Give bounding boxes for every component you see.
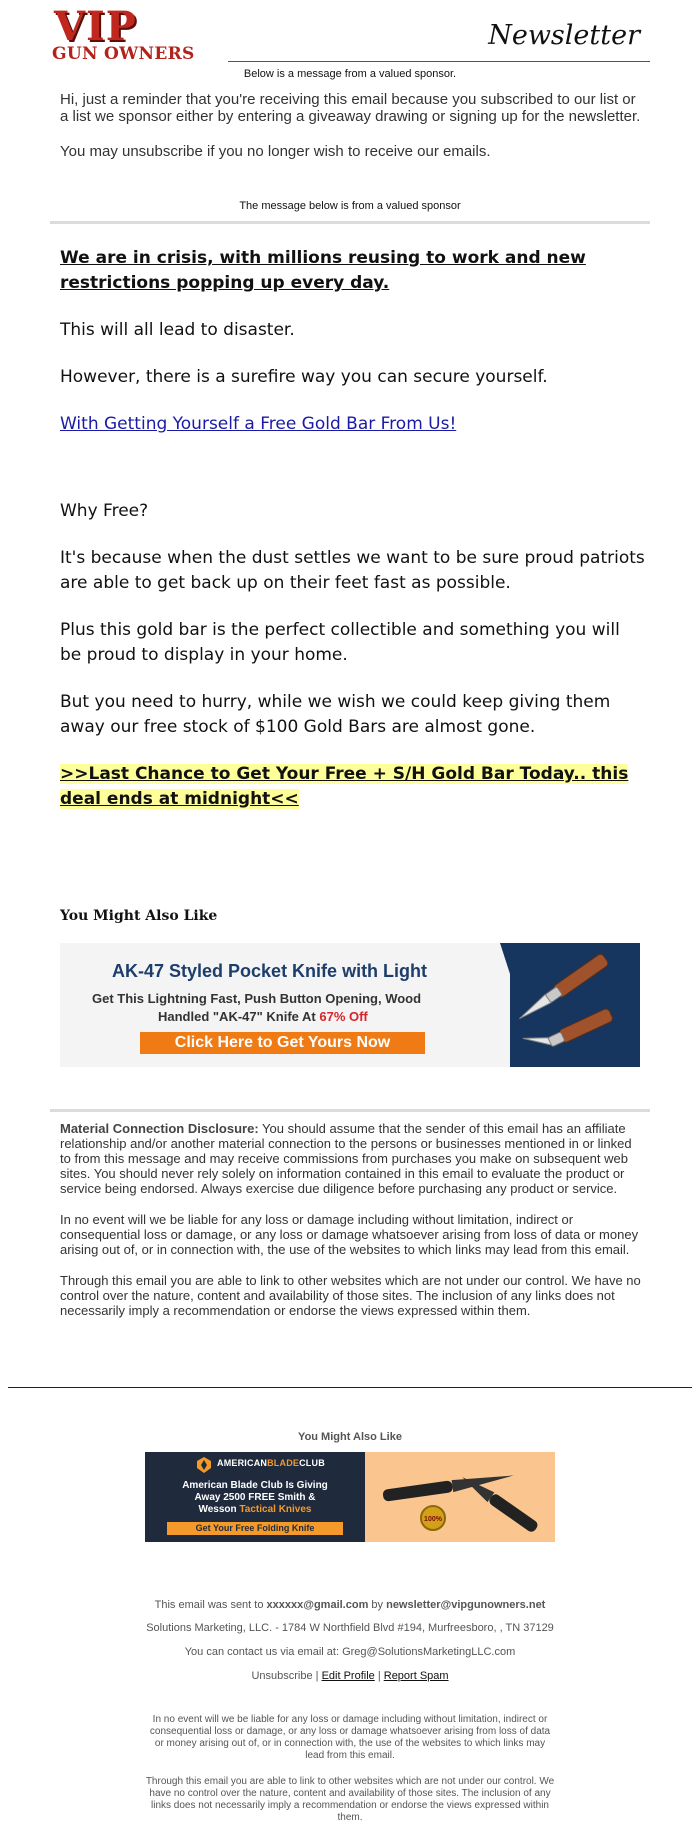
- disclosure-text: You should assume that the sender of this email has an affiliate relationship and/or another material connection to the persons or businesses mentioned in or linked to from this message and may receive commissions from purchases you make on subsequent web sites. You should never rely solely on information contained in this email to evaluate the product or service being endorsed. Always exercise due diligence before purchasing any product or service.: [60, 1121, 632, 1196]
- footer-sender-email: newsletter@vipgunowners.net: [386, 1599, 546, 1611]
- disclosure-paragraph-3: Through this email you are able to link to other websites which are not under our control. We have no control over the nature, content and availability of those sites. The inclusion of any links does not necessarily imply a recommendation or endorse the views expressed within them.: [60, 1273, 641, 1318]
- intro-paragraph-1: Hi, just a reminder that you're receiving this email because you subscribed to our list or a list we sponsor either by entering a giveaway drawing or signing up for the newsletter.: [60, 91, 641, 125]
- knife-ad-discount: 67% Off: [319, 1009, 368, 1024]
- abc-ad-left-panel: [145, 1452, 365, 1542]
- abc-ad-line-2: Away 2500 FREE Smith &: [194, 1492, 316, 1503]
- last-chance-cta-link[interactable]: >>Last Chance to Get Your Free + S/H Gold Bar Today.. this deal ends at midnight<<: [60, 764, 629, 809]
- paragraph-collectible: Plus this gold bar is the perfect collectible and something you will be proud to display in your home.: [60, 620, 620, 665]
- abc-ad-line-3-b: Tactical Knives: [239, 1504, 312, 1515]
- email-header: [50, 3, 650, 64]
- edit-profile-link[interactable]: Edit Profile: [321, 1670, 375, 1682]
- newsletter-title: Newsletter: [488, 20, 640, 51]
- section-divider-top: [50, 221, 650, 224]
- knife-ad-line-1: Get This Lightning Fast, Push Button Opening, Wood: [92, 991, 422, 1006]
- link-separator: |: [374, 1670, 384, 1682]
- headline: We are in crisis, with millions reusing to work and new restrictions popping up every day.: [60, 248, 586, 293]
- footer-sent-prefix: This email was sent to: [154, 1599, 267, 1611]
- section-divider-bottom: [50, 1109, 650, 1112]
- sponsor-message: [60, 246, 645, 834]
- logo-subtitle[interactable]: GUN OWNERS: [52, 44, 195, 64]
- abc-ad-line-3-a: Wesson: [198, 1504, 240, 1515]
- top-sponsor-notice: Below is a message from a valued sponsor.: [243, 68, 457, 80]
- american-blade-club-ad[interactable]: [145, 1452, 555, 1542]
- guarantee-badge-text: 100%: [424, 1516, 442, 1523]
- folding-knife-icon: [365, 1452, 555, 1542]
- blade-club-logo-icon: [195, 1456, 213, 1474]
- intro-paragraph-2: You may unsubscribe if you no longer wish to receive our emails.: [60, 143, 491, 160]
- abc-logo-american: AMERICAN: [217, 1458, 268, 1468]
- disclosure-label: Material Connection Disclosure:: [60, 1121, 259, 1136]
- sponsor-notice: The message below is from a valued sponsor: [239, 200, 461, 212]
- footer-recipient-email: xxxxxx@gmail.com: [266, 1599, 369, 1611]
- footer-divider: [8, 1387, 692, 1388]
- footer-contact: You can contact us via email at: Greg@SolutionsMarketingLLC.com: [184, 1646, 516, 1658]
- footer-legal-1: In no event will we be liable for any loss or damage including without limitation, indirect or consequential loss or damage, or any loss or damage whatsoever arising from loss of data or money arising out of, or in connection with, the use of the websites to which links may lead from this email.: [149, 1714, 551, 1761]
- spacer: [60, 459, 645, 499]
- also-like-heading: You Might Also Like: [60, 908, 218, 924]
- logo-vip-text[interactable]: VIP: [54, 3, 137, 50]
- abc-ad-button[interactable]: Get Your Free Folding Knife: [167, 1522, 343, 1535]
- free-gold-bar-link[interactable]: With Getting Yourself a Free Gold Bar From Us!: [60, 414, 457, 434]
- footer-address: Solutions Marketing, LLC. - 1784 W Northfield Blvd #194, Murfreesboro, , TN 37129: [146, 1622, 554, 1634]
- footer-sent-by: by: [368, 1599, 387, 1611]
- disclosure-paragraph-1: [60, 1121, 645, 1196]
- abc-logo-blade: BLADE: [267, 1458, 300, 1468]
- knife-ad-banner[interactable]: [60, 943, 640, 1067]
- paragraph-hurry: But you need to hurry, while we wish we could keep giving them away our free stock of $100 Gold Bars are almost gone.: [60, 692, 611, 737]
- paragraph-why-free: Why Free?: [60, 501, 149, 521]
- footer-legal-2: Through this email you are able to link to other websites which are not under our control. We have no control over the nature, content and availability of those sites. The inclusion of any links does not necessarily imply a recommendation or endorse the views expressed within them.: [145, 1776, 555, 1823]
- footer-links: [0, 1670, 700, 1682]
- abc-ad-line-1: American Blade Club Is Giving: [182, 1480, 328, 1491]
- disclosure-paragraph-2: In no event will we be liable for any loss or damage including without limitation, indirect or consequential loss or damage, or any loss or damage whatsoever arising from loss of data or money arising out of, or in connection with, the use of the websites to which links may lead from this email.: [60, 1212, 639, 1257]
- link-separator: |: [312, 1670, 322, 1682]
- knife-icon: [500, 948, 630, 1062]
- footer-also-like-heading: You Might Also Like: [298, 1431, 402, 1443]
- header-divider: [228, 61, 650, 62]
- abc-ad-line-3: [153, 1504, 357, 1516]
- disclosure-block: [60, 1121, 645, 1334]
- unsubscribe-link[interactable]: Unsubscribe: [251, 1670, 313, 1682]
- abc-logo-text: [217, 1458, 325, 1468]
- knife-ad-title: AK-47 Styled Pocket Knife with Light: [112, 961, 428, 981]
- report-spam-link[interactable]: Report Spam: [383, 1670, 449, 1682]
- paragraph-disaster: This will all lead to disaster.: [60, 320, 295, 340]
- knife-ad-line-2: [158, 1009, 368, 1024]
- knife-ad-line-2-prefix: Handled "AK-47" Knife At: [158, 1009, 320, 1024]
- paragraph-dust-settles: It's because when the dust settles we want to be sure proud patriots are able to get back up on their feet fast as possible.: [60, 548, 645, 593]
- intro-block: [60, 91, 645, 178]
- paragraph-secure: However, there is a surefire way you can secure yourself.: [60, 367, 548, 387]
- knife-ad-button[interactable]: Click Here to Get Yours Now: [140, 1032, 425, 1054]
- footer-sent-to: [0, 1599, 700, 1611]
- abc-logo-club: CLUB: [299, 1458, 325, 1468]
